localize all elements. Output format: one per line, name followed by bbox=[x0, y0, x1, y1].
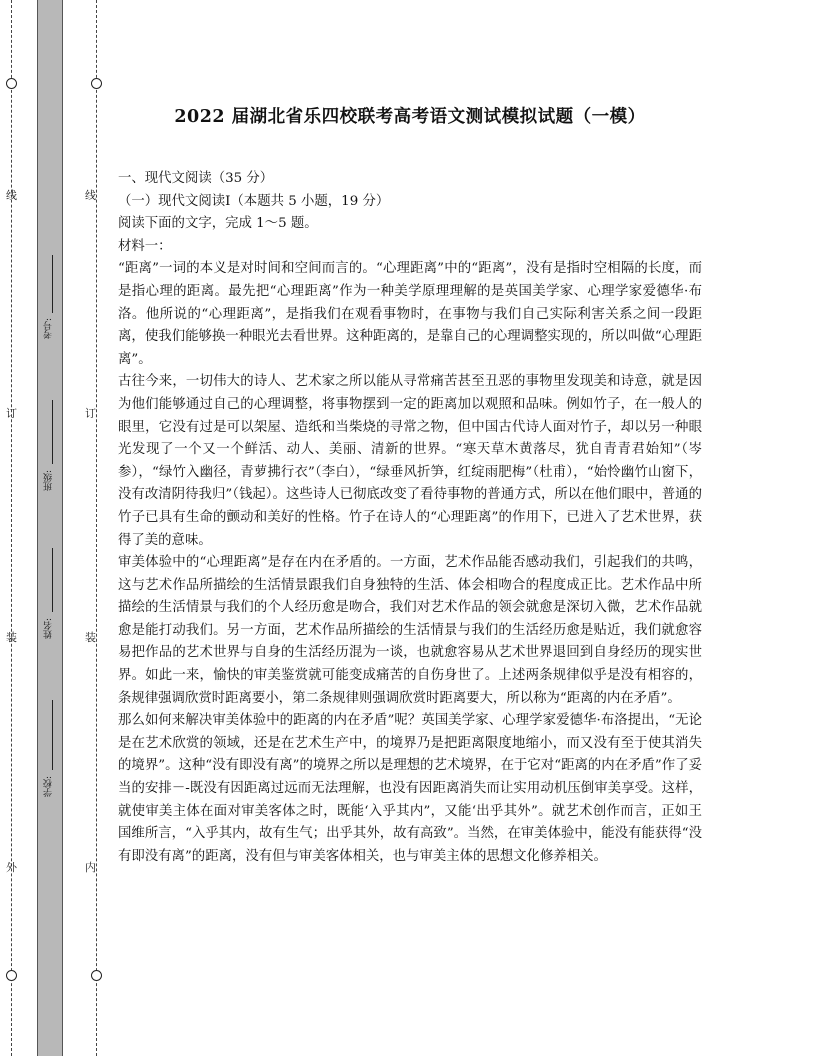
name-label: 姓名: bbox=[44, 618, 54, 640]
inner-mark-zhuang: 装 bbox=[85, 631, 96, 644]
binding-hole-icon bbox=[91, 78, 102, 89]
class-line bbox=[52, 400, 53, 464]
outer-mark-xian: 线 bbox=[6, 189, 17, 202]
name-line bbox=[52, 548, 53, 612]
outer-mark-zhuang: 装 bbox=[6, 631, 17, 644]
instruction-line: 阅读下面的文字，完成 1～5 题。 bbox=[118, 216, 318, 232]
school-label: 学校: bbox=[44, 776, 54, 798]
inner-cut-line bbox=[96, 0, 97, 1056]
subsection-heading: （一）现代文阅读Ⅰ（本题共 5 小题，19 分） bbox=[118, 193, 390, 209]
paragraph: 那么如何来解决审美体验中的距离的内在矛盾”呢？英国美学家、心理学家爱德华·布洛提出，“无论是在艺术欣赏的领域，还是在艺术生产中，的境界乃是把距离限度地缩小，而又没有至于使其消失的境界”。这种“没有即没有离”的境界之所以是理想的艺术境界，在于它对“距离的内在矛盾”作了妥当的安排－-既没有因距离过远而无法理解，也没有因距离消失而让实用动机压倒审美享受。这样，就使审美主体在面对审美客体之时，既能‘入乎其内”，又能‘出乎其外”。就艺术创作而言，正如王国维所言，“入乎其内，故有生气；出乎其外，故有高致”。当然，在审美体验中，能没有能获得“没有即没有离”的距离，没有但与审美客体相关，也与审美主体的思想文化修养相关。 bbox=[118, 713, 702, 864]
outer-mark-wai: 外 bbox=[6, 861, 17, 874]
binding-hole-icon bbox=[91, 970, 102, 981]
name-field bbox=[42, 618, 58, 639]
binding-margin bbox=[0, 0, 100, 1056]
school-line bbox=[52, 700, 53, 770]
exam-number-field bbox=[42, 318, 58, 339]
outer-cut-line bbox=[11, 0, 12, 1056]
class-field bbox=[42, 470, 58, 491]
section-heading: 一、现代文阅读（35 分） bbox=[118, 171, 274, 186]
paragraph: 审美体验中的“心理距离”是存在内在矛盾的。一方面，艺术作品能否感动我们，引起我们的共鸣，这与艺术作品所描绘的生活情景跟我们自身独特的生活、体会相吻合的程度成正比。艺术作品中所描绘的生活情景与我们的个人经历愈是吻合，我们对艺术作品的领会就愈是深切入微，艺术作品就愈是能打动我们。另一方面，艺术作品所描绘的生活情景与我们的生活经历愈是贴近，我们就愈容易把作品的艺术世界与自身的生活经历混为一谈，也就愈容易从艺术世界退回到自身经历的现实世界。如此一来，愉快的审美鉴赏就可能变成痛苦的自伤身世了。上述两条规律似乎是没有相容的，条规律强调欣赏时距离要小，第二条规律则强调欣赏时距离要大，所以称为“距离的内在矛盾”。 bbox=[118, 555, 702, 706]
paragraph: “距离”一词的本义是对时间和空间而言的。“心理距离”中的“距离”，没有是指时空相隔的长度，而是指心理的距离。最先把“心理距离”作为一种美学原理理解的是英国美学家、心理学家爱德华·布洛。他所说的“心理距离”，是指我们在观看事物时，在事物与我们自己实际利害关系之间一段距离，使我们能够换一种眼光去看世界。这种距离的，是靠自己的心理调整实现的，所以叫做“心理距离”。 bbox=[118, 261, 702, 367]
outer-mark-ding: 订 bbox=[6, 407, 17, 420]
binding-strip bbox=[37, 0, 63, 1056]
exam-title: 2022 届湖北省乐四校联考高考语文测试模拟试题（一模） bbox=[174, 107, 646, 127]
binding-hole-icon bbox=[6, 78, 17, 89]
inner-mark-xian: 线 bbox=[85, 189, 96, 202]
exam-number-label: 考号: bbox=[44, 318, 54, 340]
exam-content bbox=[118, 168, 702, 868]
material-label: 材料一： bbox=[118, 238, 172, 254]
exam-number-line bbox=[52, 255, 53, 313]
school-field bbox=[42, 776, 58, 797]
inner-mark-nei: 内 bbox=[85, 861, 96, 874]
binding-hole-icon bbox=[6, 970, 17, 981]
class-label: 班级: bbox=[44, 470, 54, 492]
paragraph: 古往今来，一切伟大的诗人、艺术家之所以能从寻常痛苦甚至丑恶的事物里发现美和诗意，就是因为他们能够通过自己的心理调整，将事物摆到一定的距离加以观照和品味。例如竹子，在一般人的眼里，它没有过是可以架屋、造纸和当柴烧的寻常之物，但中国古代诗人面对竹子，却以另一种眼光发现了一个又一个鲜活、动人、美丽、清新的世界。“寒天草木黄落尽，犹自青青君始知”（岑参），“绿竹入幽径，青萝拂行衣”（李白），“绿垂风折笋，红绽雨肥梅”（杜甫），“始怜幽竹山窗下，没有改清阴待我归”（钱起）。这些诗人已彻底改变了看待事物的普通方式，所以在他们眼中，普通的竹子已具有生命的颤动和美好的性格。竹子在诗人的“心理距离”的作用下，已进入了艺术世界，获得了美的意味。 bbox=[118, 374, 702, 548]
inner-mark-ding: 订 bbox=[85, 407, 96, 420]
